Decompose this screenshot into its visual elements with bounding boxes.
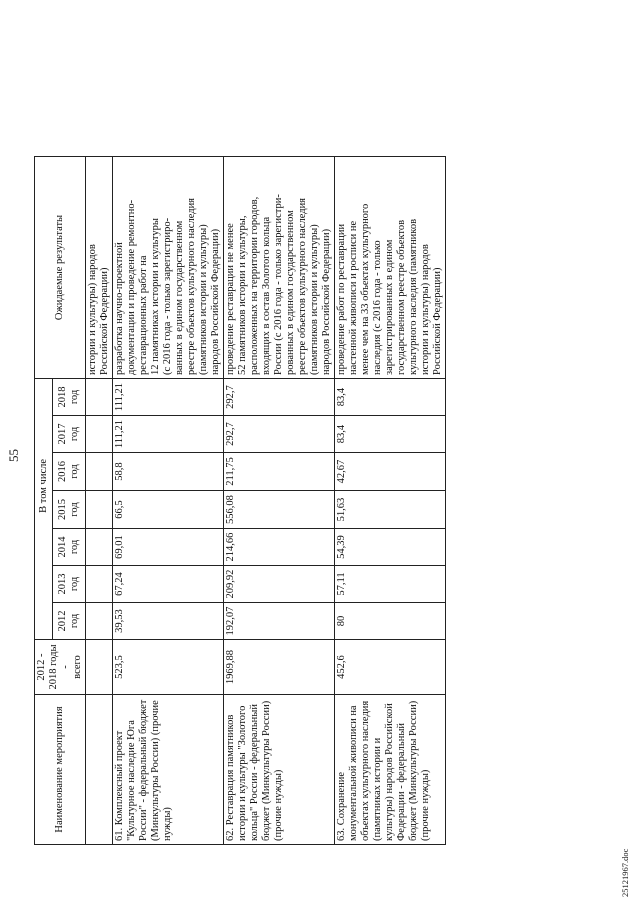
value-2014: 54,39 [335,529,446,566]
value-2018: 292,7 [224,379,335,416]
expected-result: проведение работ по реставрации настенной живописи и росписи не менее чем на 33 объектах культурного наследия (с 2016 года - только зарегистрированных в едином государственном реестре объектов культурного наследия (памятников истории и культуры) народов Российской Федерации) [335,157,446,379]
value-2016: 58,8 [113,453,224,491]
value-2012: 192,07 [224,603,335,640]
value-2014: 214,66 [224,529,335,566]
total-value: 523,5 [113,640,224,695]
value-2014: 69,01 [113,529,224,566]
event-name: 62. Реставрация памятников истории и культуры "Золотого кольца" России - федеральный бюджет (Минкультуры России) (прочие нужды) [224,695,335,845]
header-year-2015: 2015 год [53,491,86,529]
header-year-2013: 2013 год [53,566,86,603]
table-row [224,157,335,845]
continuation-result: истории и культуры) народов Российской Федерации) [86,157,113,379]
value-2017: 292,7 [224,416,335,453]
table-row [335,157,446,845]
total-value: 1969,88 [224,640,335,695]
value-2018: 83,4 [335,379,446,416]
value-2012: 80 [335,603,446,640]
value-2015: 51,63 [335,491,446,529]
header-year-2016: 2016 год [53,453,86,491]
value-2012: 39,53 [113,603,224,640]
event-name: 61. Комплексный проект "Культурное наследие Юга России" - федеральный бюджет (Минкультуры России) (прочие нужды) [113,695,224,845]
expected-result: проведение реставрации не менее 52 памятников истории и культуры, расположенных на территории городов, входящих в состав Золотого кольца России (с 2016 года - только зарегистри- рованных в едином государственном реестре объектов культурного наследия (памятников истории и культуры) народов Российской Федерации) [224,157,335,379]
value-2013: 67,24 [113,566,224,603]
budget-table [34,156,446,845]
value-2015: 556,08 [224,491,335,529]
header-year-2017: 2017 год [53,416,86,453]
value-2018: 111,21 [113,379,224,416]
value-2016: 42,67 [335,453,446,491]
continuation-row [86,157,113,845]
header-event-name: Наименование мероприятия [35,695,86,845]
event-name: 63. Сохранение монументальной живописи на объектах культурного наследия (памятниках истории и культуры) народов Российской Федерации - федеральный бюджет (Минкультуры России) (прочие нужды) [335,695,446,845]
value-2013: 209,92 [224,566,335,603]
header-total: 2012 - 2018 годы - всего [35,640,86,695]
value-2017: 83,4 [335,416,446,453]
value-2017: 111,21 [113,416,224,453]
total-value: 452,6 [335,640,446,695]
header-year-2018: 2018 год [53,379,86,416]
table-row [113,157,224,845]
header-including: В том числе [35,379,53,640]
header-year-2014: 2014 год [53,529,86,566]
value-2015: 66,5 [113,491,224,529]
header-results: Ожидаемые результаты [35,157,86,379]
value-2016: 211,75 [224,453,335,491]
value-2013: 57,11 [335,566,446,603]
header-year-2012: 2012 год [53,603,86,640]
expected-result: разработка научно-проектной документации и проведение ремонтно- реставрационных работ на 12 памятниках истории и культуры (с 2016 года - только зарегистриро- ванных в едином государственном реестре объектов культурного наследия (памятников истории и культуры) народов Российской Федерации) [113,157,224,379]
page-number: 55 [6,449,21,462]
document-footer: 25121967.doc [620,848,630,897]
